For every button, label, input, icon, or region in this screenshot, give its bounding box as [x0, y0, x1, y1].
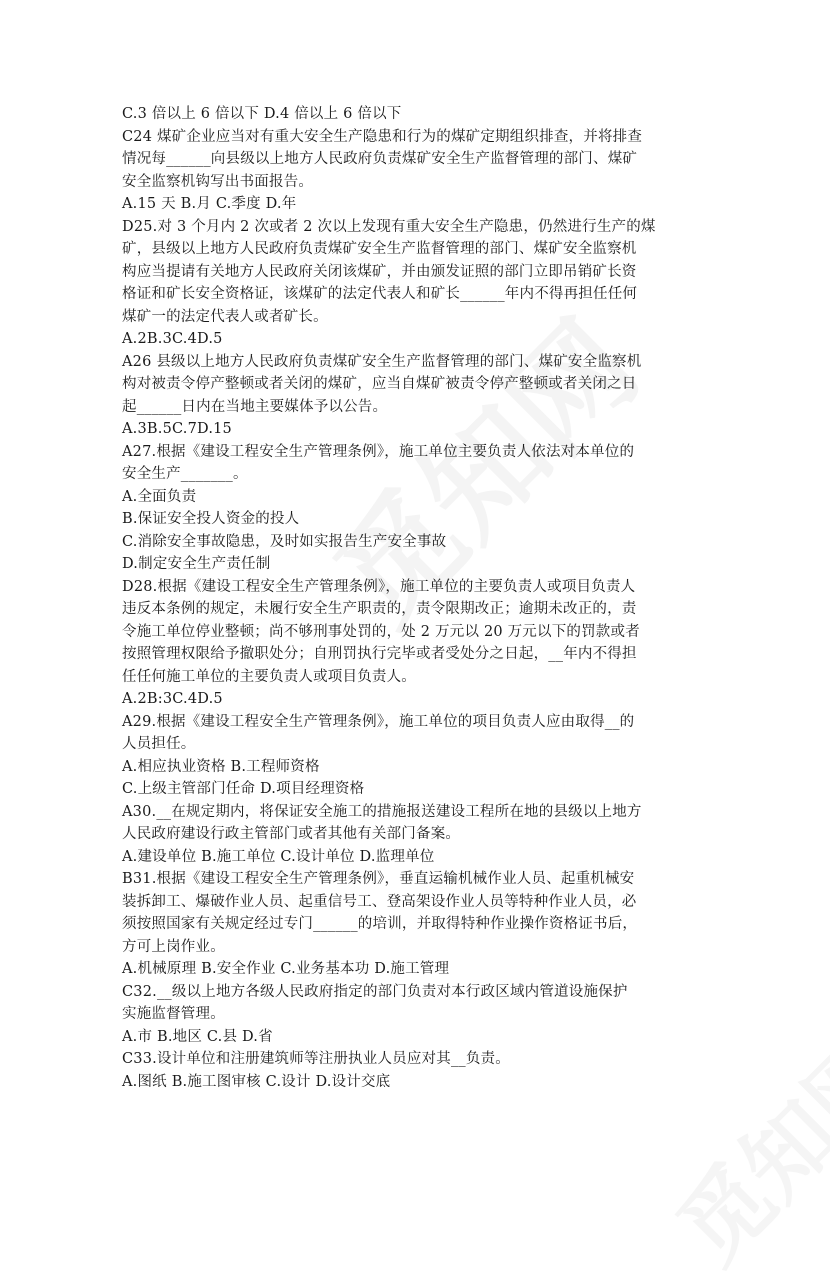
text-line: D25.对 3 个月内 2 次或者 2 次以上发现有重大安全生产隐患，仍然进行生产的煤 — [122, 218, 656, 235]
text-line: 按照管理权限给予撤职处分；自刑罚执行完毕或者受处分之日起，__年内不得担 — [122, 646, 637, 662]
text-line: 构应当提请有关地方人民政府关闭该煤矿，并由颁发证照的部门立即吊销矿长资 — [122, 263, 637, 280]
text-line: A.2B.3C.4D.5 — [122, 331, 223, 347]
text-line: 情况每______向县级以上地方人民政府负责煤矿安全生产监督管理的部门、煤矿 — [122, 151, 638, 167]
text-line: C.上级主管部门任命 D.项目经理资格 — [122, 781, 365, 797]
text-line: A.2B:3C.4D.5 — [122, 691, 223, 707]
text-line: C.3 倍以上 6 倍以下 D.4 倍以上 6 倍以下 — [122, 106, 402, 122]
text-line: D28.根据《建设工程安全生产管理条例》，施工单位的主要负责人或项目负责人 — [122, 578, 636, 595]
text-line: A26 县级以上地方人民政府负责煤矿安全生产监督管理的部门、煤矿安全监察机 — [122, 353, 642, 370]
text-line: A.机械原理 B.安全作业 C.业务基本功 D.施工管理 — [122, 961, 450, 977]
text-line: B.保证安全投人资金的投人 — [122, 511, 300, 527]
text-line: 煤矿一的法定代表人或者矿长。 — [122, 308, 328, 325]
text-line: C33.设计单位和注册建筑师等注册执业人员应对其__负责。 — [122, 1051, 510, 1067]
text-line: A.3B.5C.7D.15 — [122, 421, 232, 437]
text-line: A.图纸 B.施工图审核 C.设计 D.设计交底 — [122, 1073, 391, 1090]
text-line: A.市 B.地区 C.县 D.省 — [122, 1028, 273, 1045]
text-line: 构对被责令停产整顿或者关闭的煤矿，应当自煤矿被责令停产整顿或者关闭之日 — [122, 376, 637, 392]
text-line: C.消除安全事故隐患，及时如实报告生产安全事故 — [122, 533, 447, 550]
text-line: A.全面负责 — [122, 488, 197, 505]
text-line: 起______日内在当地主要媒体予以公告。 — [122, 398, 388, 415]
text-line: 令施工单位停业整顿；尚不够刑事处罚的，处 2 万元以 20 万元以下的罚款或者 — [122, 623, 640, 640]
text-line: A29.根据《建设工程安全生产管理条例》，施工单位的项目负责人应由取得__的 — [122, 713, 635, 730]
text-line: 装拆卸工、爆破作业人员、起重信号工、登高架设作业人员等特种作业人员，必 — [122, 893, 637, 910]
text-line: 任任何施工单位的主要负责人或项目负责人。 — [122, 668, 416, 685]
text-line: 须按照国家有关规定经过专门______的培训，并取得特种作业操作资格证书后， — [122, 916, 638, 932]
text-line: A30.__在规定期内，将保证安全施工的措施报送建设工程所在地的县级以上地方 — [122, 803, 642, 820]
text-line: 实施监督管理。 — [122, 1006, 225, 1022]
text-line: 矿，县级以上地方人民政府负责煤矿安全生产监督管理的部门、煤矿安全监察机 — [122, 241, 637, 257]
text-line: A.建设单位 B.施工单位 C.设计单位 D.监理单位 — [122, 848, 435, 865]
text-line: A27.根据《建设工程安全生产管理条例》，施工单位主要负责人依法对本单位的 — [122, 443, 635, 460]
text-line: 违反本条例的规定，未履行安全生产职责的，责令限期改正；逾期未改正的，责 — [122, 601, 637, 617]
text-line: C24 煤矿企业应当对有重大安全生产隐患和行为的煤矿定期组织排查，并将排查 — [122, 128, 643, 145]
text-line: 人民政府建设行政主管部门或者其他有关部门备案。 — [122, 826, 461, 842]
text-line: 格证和矿长安全资格证，该煤矿的法定代表人和矿长______年内不得再担任任何 — [122, 286, 638, 302]
text-line: 安全监察机钩写出书面报告。 — [122, 173, 314, 190]
document-body — [122, 103, 712, 1093]
text-line: 人员担任。 — [122, 736, 196, 752]
text-line: 安全生产_______。 — [122, 466, 248, 482]
text-line: B31.根据《建设工程安全生产管理条例》，垂直运输机械作业人员、起重机械安 — [122, 871, 635, 887]
text-line: 方可上岗作业。 — [122, 938, 225, 955]
text-line: C32.__级以上地方各级人民政府指定的部门负责对本行政区域内管道设施保护 — [122, 983, 628, 1000]
text-line: A.15 天 B.月 C.季度 D.年 — [122, 196, 297, 212]
text-line: A.相应执业资格 B.工程师资格 — [122, 758, 320, 775]
text-line: D.制定安全生产责任制 — [122, 556, 271, 572]
